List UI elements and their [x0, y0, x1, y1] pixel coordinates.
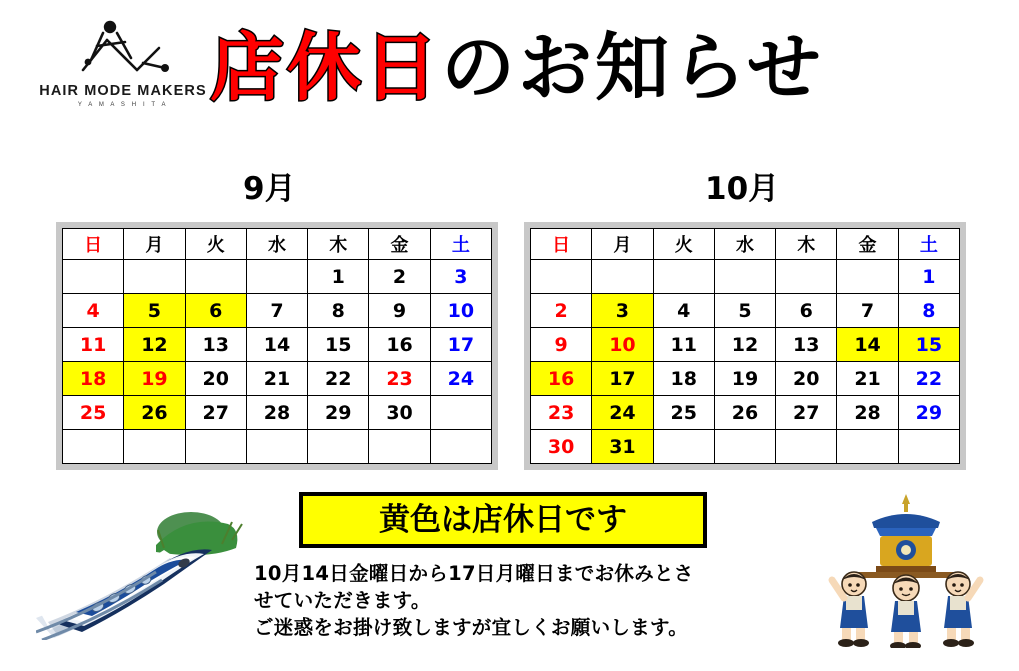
calendar-empty-cell: [714, 430, 775, 464]
calendar-day-cell: 5: [714, 294, 775, 328]
calendar-day-cell: 6: [185, 294, 246, 328]
calendar-empty-cell: [531, 260, 592, 294]
calendar-empty-cell: [776, 260, 837, 294]
calendar-week-row: [531, 396, 960, 430]
calendar-day-cell: 16: [531, 362, 592, 396]
calendar-day-cell: 25: [653, 396, 714, 430]
logo-subtitle: Y A M A S H I T A: [77, 102, 169, 108]
calendar-day-cell: 8: [898, 294, 959, 328]
calendar-day-cell: 15: [898, 328, 959, 362]
calendar-empty-cell: [653, 260, 714, 294]
calendar-week-row: [63, 260, 492, 294]
weekday-header-wed: 水: [714, 229, 775, 260]
calendar-empty-cell: [776, 430, 837, 464]
calendar-day-cell: 14: [837, 328, 898, 362]
calendar-day-cell: 14: [246, 328, 307, 362]
calendar-day-cell: 24: [430, 362, 491, 396]
calendar-day-cell: 27: [776, 396, 837, 430]
calendar-day-cell: 1: [308, 260, 369, 294]
calendar-day-cell: 8: [308, 294, 369, 328]
weekday-header-sun: 日: [531, 229, 592, 260]
calendar-body: [531, 260, 960, 464]
calendar-day-cell: 20: [185, 362, 246, 396]
calendar-day-cell: 28: [837, 396, 898, 430]
calendar-empty-cell: [185, 430, 246, 464]
calendar-day-cell: 19: [124, 362, 185, 396]
calendar-week-row: [531, 294, 960, 328]
calendar-empty-cell: [124, 430, 185, 464]
page-title: [210, 18, 1000, 118]
calendar-day-cell: 9: [369, 294, 430, 328]
calendar-day-cell: 7: [837, 294, 898, 328]
calendar-day-cell: 12: [714, 328, 775, 362]
calendar-day-cell: 22: [308, 362, 369, 396]
calendar-day-cell: 2: [531, 294, 592, 328]
calendar-week-row: [531, 328, 960, 362]
calendar-day-cell: 13: [776, 328, 837, 362]
calendar-day-cell: 12: [124, 328, 185, 362]
weekday-header-sat: 土: [898, 229, 959, 260]
weekday-header-mon: 月: [124, 229, 185, 260]
brand-logo: [38, 18, 208, 128]
calendar-day-cell: 29: [898, 396, 959, 430]
calendar-body: [63, 260, 492, 464]
weekday-header-tue: 火: [653, 229, 714, 260]
weekday-header-thu: 木: [308, 229, 369, 260]
calendar-day-cell: 18: [653, 362, 714, 396]
children-carrying-mikoshi-icon: [810, 488, 1005, 648]
calendar-week-row: [63, 396, 492, 430]
calendar-day-cell: 23: [531, 396, 592, 430]
calendar-day-cell: 29: [308, 396, 369, 430]
calendar-day-cell: 13: [185, 328, 246, 362]
calendar-september: [56, 222, 498, 470]
weekday-header-mon: 月: [592, 229, 653, 260]
shinkansen-train-icon: [36, 500, 271, 640]
calendar-empty-cell: [369, 430, 430, 464]
calendar-day-cell: 25: [63, 396, 124, 430]
notice-line-2: せていただきます。: [254, 589, 431, 612]
logo-name: HAIR MODE MAKERS: [39, 83, 207, 99]
calendar-empty-cell: [308, 430, 369, 464]
calendar-day-cell: 17: [592, 362, 653, 396]
page-title-highlight: 店休日: [210, 25, 441, 111]
calendar-day-cell: 26: [714, 396, 775, 430]
calendar-day-cell: 15: [308, 328, 369, 362]
calendar-empty-cell: [63, 430, 124, 464]
calendar-week-row: [63, 328, 492, 362]
calendar-empty-cell: [246, 430, 307, 464]
calendar-day-cell: 31: [592, 430, 653, 464]
calendar-day-cell: 11: [63, 328, 124, 362]
calendar-empty-cell: [653, 430, 714, 464]
notice-text: [254, 560, 814, 641]
calendar-week-row: [531, 430, 960, 464]
calendar-table: [530, 228, 960, 464]
scissors-stand-logo-icon: [73, 18, 173, 80]
calendar-day-cell: 2: [369, 260, 430, 294]
calendar-day-cell: 17: [430, 328, 491, 362]
calendar-day-cell: 10: [430, 294, 491, 328]
calendar-day-cell: 23: [369, 362, 430, 396]
calendar-empty-cell: [714, 260, 775, 294]
calendar-october: [524, 222, 966, 470]
calendar-empty-cell: [837, 260, 898, 294]
calendar-week-row: [531, 362, 960, 396]
weekday-header-fri: 金: [369, 229, 430, 260]
calendar-day-cell: 11: [653, 328, 714, 362]
calendar-day-cell: 21: [837, 362, 898, 396]
calendar-empty-cell: [185, 260, 246, 294]
calendar-table: [62, 228, 492, 464]
calendar-empty-cell: [592, 260, 653, 294]
calendar-day-cell: 7: [246, 294, 307, 328]
calendar-empty-cell: [430, 396, 491, 430]
notice-line-3: ご迷惑をお掛け致しますが宜しくお願いします。: [254, 616, 689, 639]
calendar-day-cell: 28: [246, 396, 307, 430]
month-label-october: 10月: [705, 171, 780, 207]
calendar-day-cell: 6: [776, 294, 837, 328]
notice-line-1: 10月14日金曜日から17日月曜日までお休みとさ: [254, 562, 694, 585]
calendar-empty-cell: [124, 260, 185, 294]
calendar-empty-cell: [246, 260, 307, 294]
calendar-day-cell: 9: [531, 328, 592, 362]
month-label-september: 9月: [243, 171, 296, 207]
weekday-header-tue: 火: [185, 229, 246, 260]
calendar-week-row: [63, 430, 492, 464]
calendar-day-cell: 27: [185, 396, 246, 430]
weekday-header-thu: 木: [776, 229, 837, 260]
calendar-day-cell: 10: [592, 328, 653, 362]
calendar-header-row: [63, 229, 492, 260]
calendar-empty-cell: [430, 430, 491, 464]
weekday-header-wed: 水: [246, 229, 307, 260]
closed-days-banner: 黄色は店休日です: [299, 492, 707, 548]
calendar-day-cell: 30: [369, 396, 430, 430]
calendar-day-cell: 24: [592, 396, 653, 430]
calendar-day-cell: 3: [430, 260, 491, 294]
page-title-rest: のお知らせ: [441, 25, 824, 111]
calendar-week-row: [63, 362, 492, 396]
calendar-empty-cell: [63, 260, 124, 294]
calendar-day-cell: 16: [369, 328, 430, 362]
calendar-day-cell: 22: [898, 362, 959, 396]
calendar-day-cell: 5: [124, 294, 185, 328]
calendar-week-row: [531, 260, 960, 294]
weekday-header-sun: 日: [63, 229, 124, 260]
calendar-day-cell: 30: [531, 430, 592, 464]
calendar-day-cell: 20: [776, 362, 837, 396]
calendar-day-cell: 26: [124, 396, 185, 430]
calendar-day-cell: 4: [63, 294, 124, 328]
calendar-day-cell: 19: [714, 362, 775, 396]
calendar-day-cell: 1: [898, 260, 959, 294]
weekday-header-sat: 土: [430, 229, 491, 260]
calendar-day-cell: 4: [653, 294, 714, 328]
calendar-day-cell: 3: [592, 294, 653, 328]
weekday-header-fri: 金: [837, 229, 898, 260]
calendar-empty-cell: [837, 430, 898, 464]
calendar-day-cell: 18: [63, 362, 124, 396]
calendar-day-cell: 21: [246, 362, 307, 396]
calendar-header-row: [531, 229, 960, 260]
calendar-empty-cell: [898, 430, 959, 464]
calendar-week-row: [63, 294, 492, 328]
